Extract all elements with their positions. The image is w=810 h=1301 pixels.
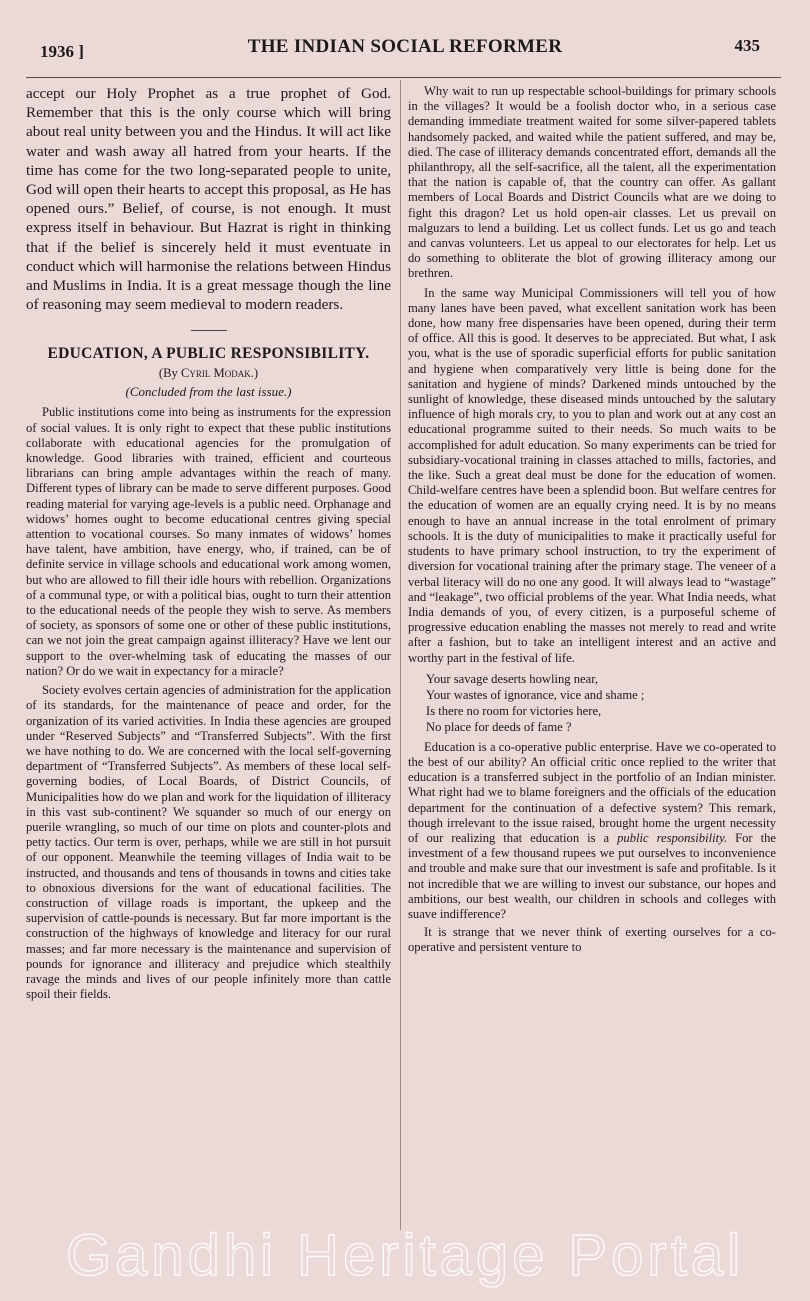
- page-header: [40, 36, 770, 60]
- header-rule: [26, 77, 781, 78]
- emphasis-text: public responsibility.: [617, 830, 728, 845]
- page-number: 435: [734, 36, 760, 55]
- journal-title: THE INDIAN SOCIAL REFORMER: [247, 36, 563, 57]
- byline: [26, 366, 391, 381]
- byline-prefix: (By: [158, 366, 178, 381]
- byline-suffix: ): [253, 366, 259, 381]
- continued-paragraph: accept our Holy Prophet as a true prophet of God. Remember that this is the only course which will bring about real unity between you and the Hindus. It will act like water and wash away all hatred from your hearts. If the time has come for the two long-separated people to unite, God will open their hearts to accept this proposal, as He has opened ours.” Belief, of course, is not enough. It must express itself in behaviour. But Hazrat is right in thinking that if the belief is sincerely held it must eventuate in conduct which will harmonise the relations between Hindus and Muslims in India. It is a great message though the line of reasoning may seem medieval to modern readers.: [26, 85, 391, 314]
- paragraph: Public institutions come into being as instruments for the expression of social values. It is only right to expect that these public institutions collaborate with educational agencies for the promulgation of knowledge. Good libraries with trained, efficient and courteous librarians can bring ample advantages within the reach of many. Different types of library can be made to serve different purposes. Good reading material for varying age-levels is a public need. Orphanage and widows’ homes ought to become educational centres giving special attention to vocational courses. So many inmates of widows’ homes have talent, have ambition, have energy, who, if trained, can be of definite service in village schools and educational work among women, but who are allowed to fill their idle hours with rebellion. Organizations of a communal type, or with a political bias, ought to turn their attention to the educational needs of the people they wish to serve. As members of society, as sponsors of some one or other of these public institutions, can we not join the great campaign against illiteracy? Have we lent our support to the over-whelming task of educating the masses of our nation? Or do we wait in expectancy for a miracle?: [26, 405, 391, 678]
- concluded-note: (Concluded from the last issue.): [125, 384, 292, 400]
- poem-line: Your wastes of ignorance, vice and shame ;: [426, 687, 645, 702]
- poem: [426, 671, 776, 735]
- watermark: Gandhi Heritage Portal: [66, 1223, 744, 1288]
- author-name: Cyril Modak.: [180, 366, 254, 381]
- paragraph-text: For the investment of a few thousand rupees we put ourselves to inconvenience and trouble and make sure that our investment is safe and profitable. Is it not incredible that we are willing to invest our substance, our hopes and ambitions, our best wealth, our children in schools and colleges with suave indifference?: [408, 830, 776, 921]
- paragraph: In the same way Municipal Commissioners will tell you of how many lanes have been paved, what excellent sanitation work has been done, how many free dispensaries have been opened, during their term of office. All this is good. It deserves to be appreciated. But what, I ask you, what is the use of sporadic superficial efforts for public sanitation and hygiene when comparatively very little is being done for the sanitation and hygiene of minds? Darkened minds untouched by the sunlight of knowledge, these diseased minds untouched by the salutary influence of high morals cry, to you to plan and work out at any cost an educational programme suited to their needs. So much waits to be accomplished for adult education. So many experiments can be tried for subsidiary-vocational training in classes attached to mills, factories, and the like. Such a great deal must be done for the education of women. Child-welfare centres have been a splendid boon. But welfare centres for the education of women are an equally crying need. It is by no means enough to have an annual increase in the total enrolment of primary schools. It is the duty of municipalities to make it practically useful for students to have primary school instruction, to try the experiment of diversion for vocational training after the primary stage. The veneer of a verbal literacy will do no one any good. It will always lead to “wastage” and “leakage”, two official problems of the year. What India needs, what India demands of you, of every citizen, is a purposeful scheme of progressive education enabling the masses not merely to read and write after a fashion, but to take an intelligent interest and an active and worthy part in the festival of life.: [408, 285, 776, 665]
- paragraph: [408, 740, 776, 922]
- header-year: 1936 ]: [40, 42, 84, 61]
- poem-line: Your savage deserts howling near,: [426, 671, 599, 686]
- paragraph: It is strange that we never think of exerting ourselves for a co-operative and persistent venture to: [408, 925, 776, 955]
- poem-line: No place for deeds of fame ?: [426, 719, 572, 734]
- column-divider: [400, 80, 401, 1230]
- paragraph-text: Education is a co-operative public enterprise. Have we co-operated to the best of our ability? An official critic once replied to the writer that education is a transferred subject in the portfolio of an Indian minister. What right had we to blame foreigners and the officials of the education department for the continuation of a defective system? This remark, though irrelevant to the issue raised, brought home the urgent necessity of our realizing that education is a: [408, 739, 776, 845]
- right-column: [408, 84, 776, 956]
- article-title: EDUCATION, A PUBLIC RESPONSIBILITY.: [47, 345, 370, 363]
- poem-line: Is there no room for victories here,: [426, 703, 602, 718]
- paragraph: Society evolves certain agencies of administration for the application of its standards, for the maintenance of peace and order, for the organization of its varied activities. In India these agencies are grouped under “Reserved Subjects” and “Transferred Subjects”. With the first we have nothing to do. We are concerned with the local self-governing department of “Transferred Subjects”. As members of these local self-governing bodies, of Local Boards, of District Councils, of Municipalities how do we plan and work for the liquidation of illiteracy in this vast sub-continent? We squander so much of our energy on puerile wrangling, so much of our time on plots and counter-plots and petty tactics. Our term is over, perhaps, while we are still in hot pursuit of our opponent. Meanwhile the teeming villages of India wait to be instructed, and thousands and tens of thousands in towns and cities take to obnoxious diversions for the want of educational facilities. The construction of village roads is important, the upkeep and the supervision of cattle-pounds is necessary. But far more important is the construction of the highways of knowledge and literacy for our rural masses; and far more necessary is the maintenance and supervision of pounds for ignorance and illiteracy and prejudice which stealthily ravage the minds and lives of our people infinitely more than cattle spoil their fields.: [26, 683, 391, 1002]
- left-column: [26, 84, 391, 1002]
- section-divider: [191, 330, 227, 331]
- paragraph: Why wait to run up respectable school-buildings for primary schools in the villages? It would be a foolish doctor who, in a serious case demanding immediate treatment waited for some silver-papered tablets handsomely packed, and waited while the patient suffered, and may be, died. The case of illiteracy demands concentrated effort, demands all the philanthropy, all the self-sacrifice, all the talent, all the experimentation that the nation is capable of, that the country can offer. As gallant members of Local Boards and District Councils what are we doing to fight this dragon? Let us hold open-air classes. Let us prevail on malguzars to lend a building. Let us collect funds. Let us go and teach and canvas volunteers. Let us appeal to our electorates for help. Let us do something to obliterate the blot of growing illiteracy among our brethren.: [408, 84, 776, 281]
